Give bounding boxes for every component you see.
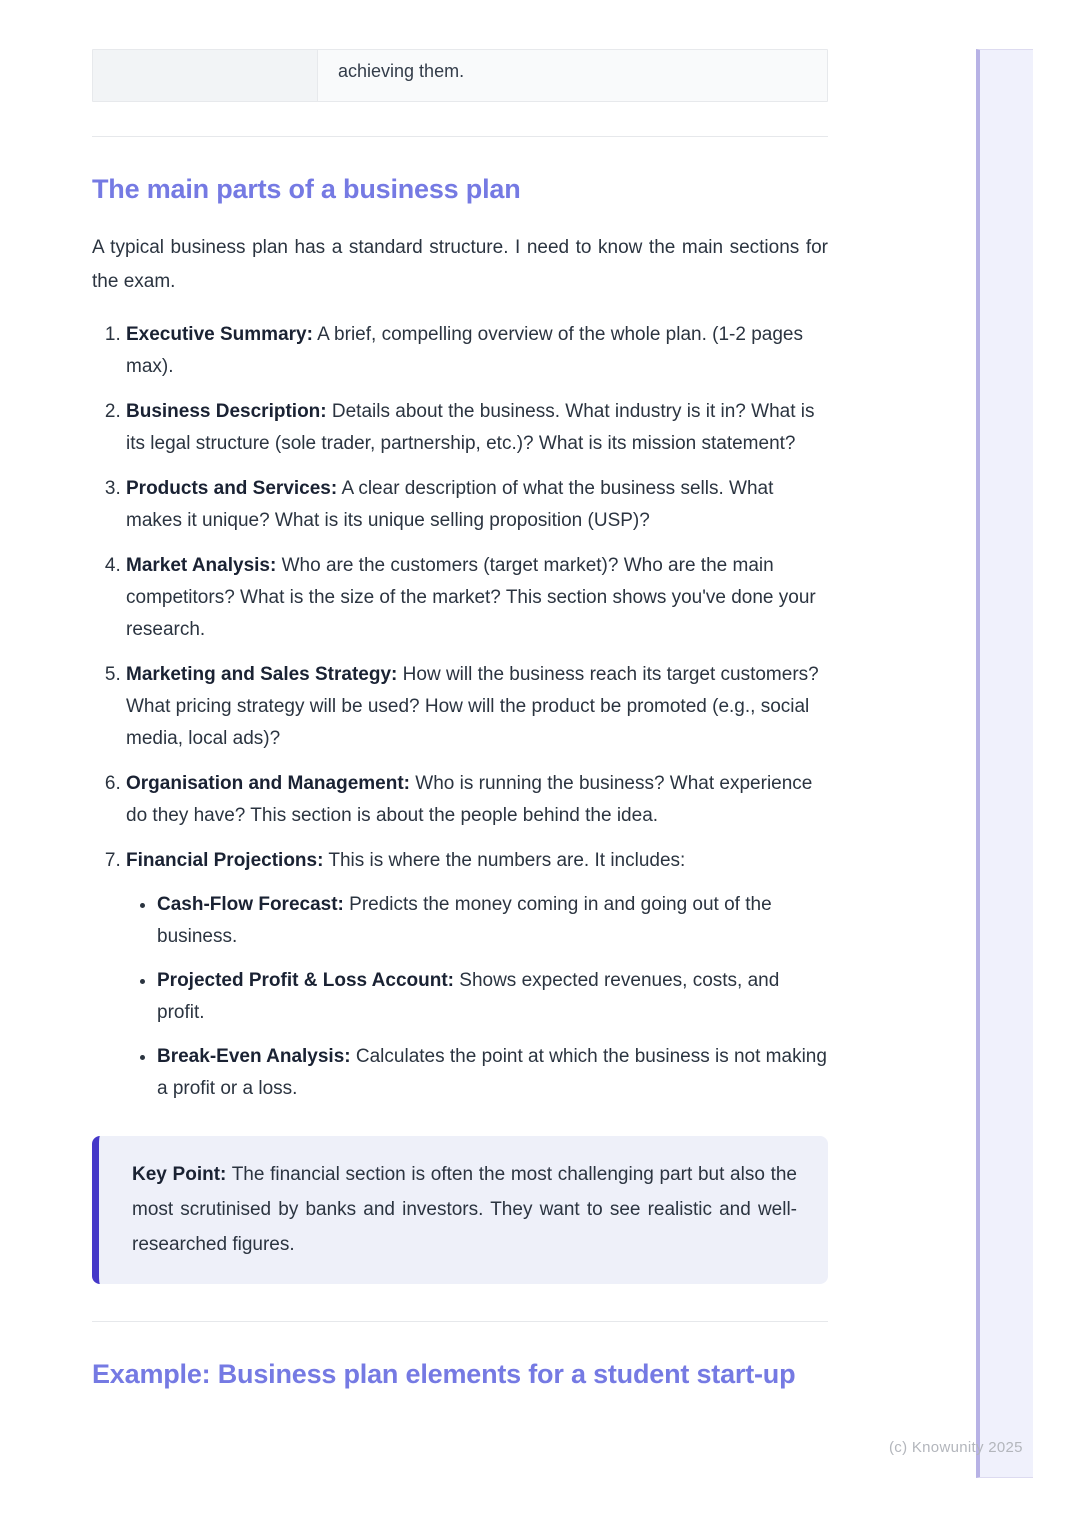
sublist-item-text: Shows expected revenues, costs, and profit. <box>157 970 780 1023</box>
list-item-label: Executive Summary: <box>126 324 313 345</box>
list-item-label: Organisation and Management: <box>126 773 410 794</box>
list-item-products-services <box>126 473 828 537</box>
sublist-item-label: Break-Even Analysis: <box>157 1046 351 1067</box>
example-heading: Example: Business plan elements for a student start-up <box>92 1359 796 1389</box>
sublist-item-text: Predicts the money coming in and going out of the business. <box>157 894 772 947</box>
sublist-item-label: Cash-Flow Forecast: <box>157 894 344 915</box>
list-item-text: Details about the business. What industry is it in? What is its legal structure (sole trader, partnership, etc.)? What is its mission statement? <box>126 401 815 454</box>
sublist-item-label: Projected Profit & Loss Account: <box>157 970 454 991</box>
table-cell-empty <box>93 50 318 101</box>
callout-label: Key Point: <box>132 1164 227 1185</box>
list-item-text: A clear description of what the business sells. What makes it unique? What is its unique selling proposition (USP)? <box>126 478 774 531</box>
list-item-text: Who are the customers (target market)? Who are the main competitors? What is the size of the market? This section shows you've done your research. <box>126 555 816 640</box>
list-item-organisation-management <box>126 768 828 832</box>
section-divider <box>92 136 828 137</box>
main-parts-heading: The main parts of a business plan <box>92 174 521 204</box>
list-item-text: Who is running the business? What experience do they have? This section is about the people behind the idea. <box>126 773 813 826</box>
list-item-business-description <box>126 396 828 460</box>
sublist-item-text: Calculates the point at which the business is not making a profit or a loss. <box>157 1046 827 1099</box>
table-fragment <box>92 49 828 102</box>
list-item-label: Marketing and Sales Strategy: <box>126 664 398 685</box>
key-point-callout <box>92 1136 828 1284</box>
list-item-text: How will the business reach its target customers? What pricing strategy will be used? How will the product be promoted (e.g., social media, local ads)? <box>126 664 819 749</box>
table-cell-text: achieving them. <box>318 50 827 101</box>
sublist-item-profit-loss <box>157 965 828 1029</box>
list-item-text: A brief, compelling overview of the whole plan. (1-2 pages max). <box>126 324 803 377</box>
sublist-item-break-even <box>157 1041 828 1105</box>
list-item-label: Financial Projections: <box>126 850 324 871</box>
sublist-item-cash-flow <box>157 889 828 953</box>
callout-text: The financial section is often the most challenging part but also the most scrutinised by banks and investors. They want to see realistic and well-researched figures. <box>132 1164 797 1255</box>
business-plan-list <box>92 319 828 1105</box>
copyright-text: (c) Knowunity 2025 <box>889 1439 1023 1456</box>
list-item-label: Products and Services: <box>126 478 338 499</box>
financial-sublist <box>126 889 828 1105</box>
list-item-executive-summary <box>126 319 828 383</box>
page-edge-strip <box>976 49 1033 1478</box>
list-item-label: Business Description: <box>126 401 327 422</box>
content-column <box>92 0 828 1394</box>
list-item-financial-projections <box>126 845 828 1105</box>
list-item-market-analysis <box>126 550 828 646</box>
section-divider <box>92 1321 828 1322</box>
list-item-text: This is where the numbers are. It includes: <box>328 850 686 871</box>
list-item-marketing-sales <box>126 659 828 755</box>
intro-paragraph: A typical business plan has a standard structure. I need to know the main sections for the exam. <box>92 237 828 292</box>
list-item-label: Market Analysis: <box>126 555 277 576</box>
